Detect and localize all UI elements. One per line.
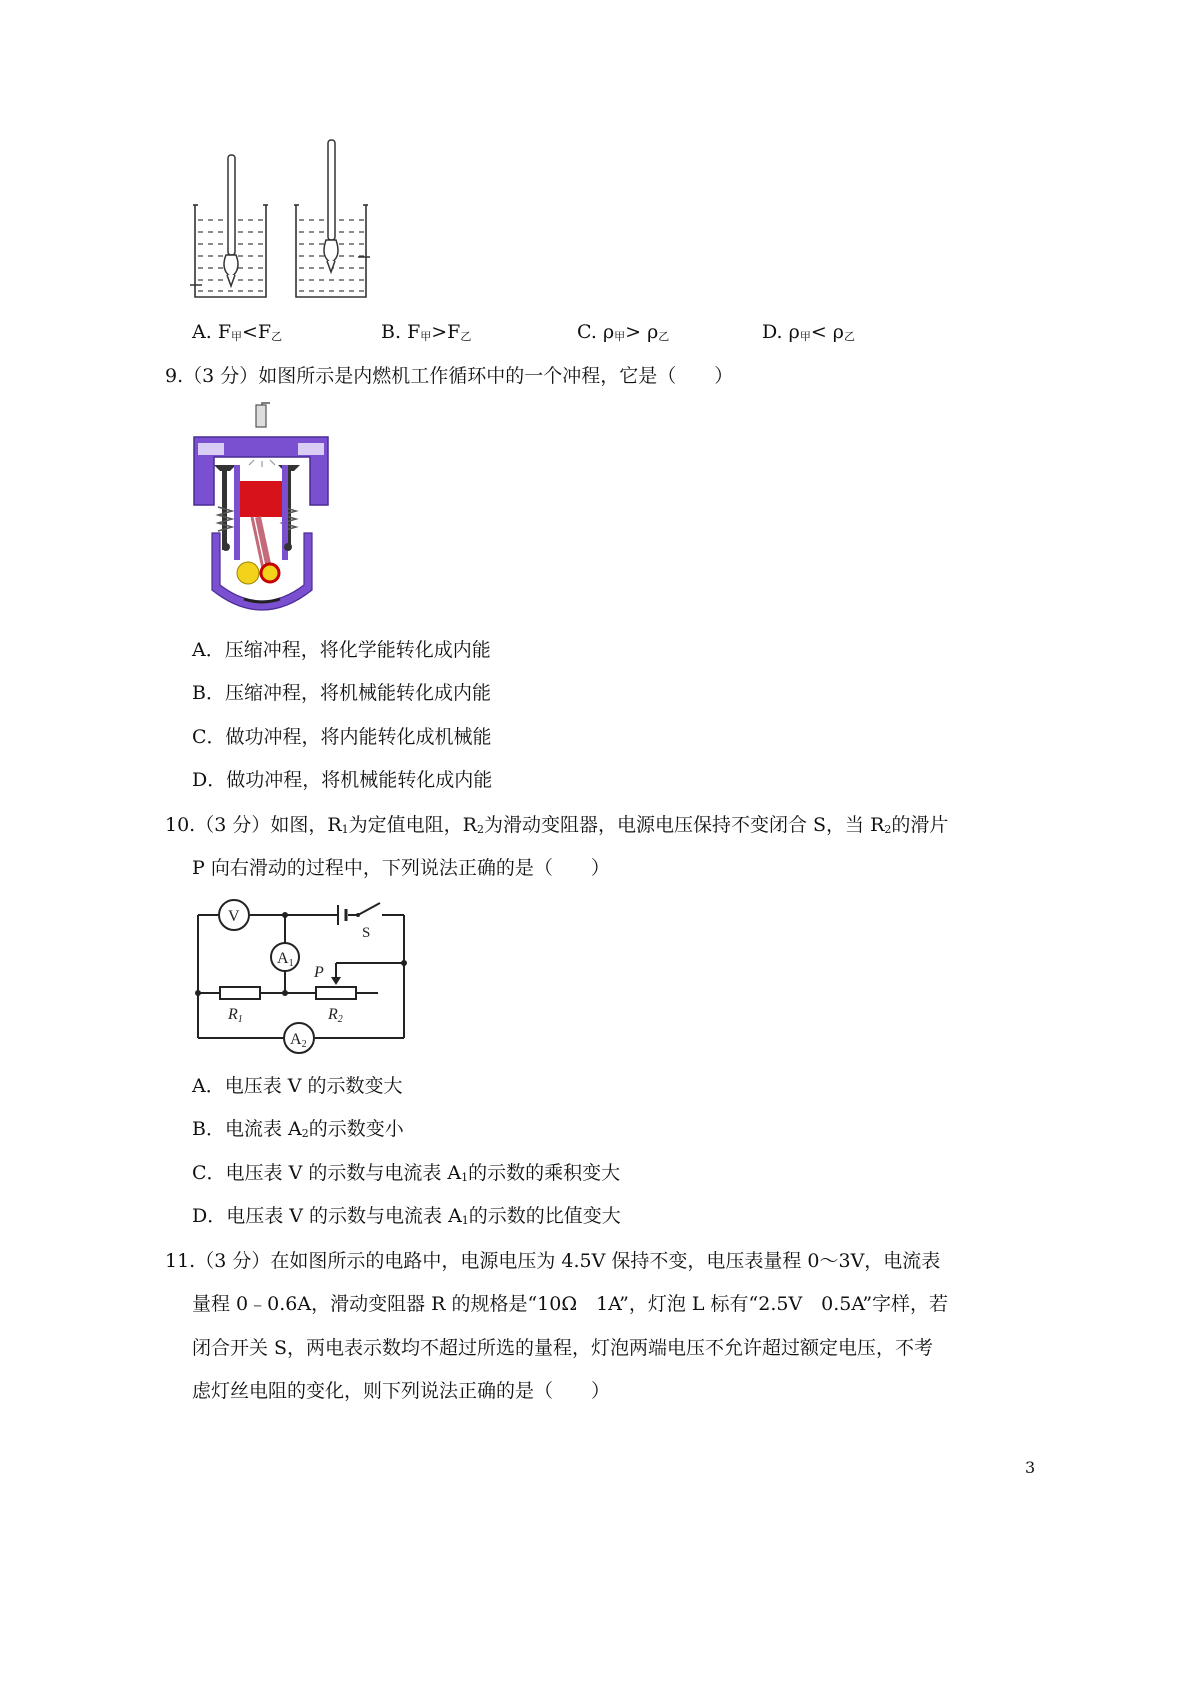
q10-option-c-part1: C．电压表 V 的示数与电流表 A: [192, 1162, 462, 1184]
q8-option-a-letter: A.: [192, 321, 212, 343]
q10-option-d-part1: D．电压表 V 的示数与电流表 A: [192, 1205, 462, 1227]
q10-option-b-part2: 的示数变小: [308, 1118, 404, 1140]
q8-option-b-op: >F: [431, 321, 461, 343]
q10-option-c[interactable]: [192, 1161, 620, 1190]
q8-option-a-op: <F: [242, 321, 272, 343]
circuit-label-s: S: [362, 925, 371, 941]
q10-option-c-sub: 1: [461, 1171, 469, 1184]
q10-option-d-sub: 1: [461, 1214, 469, 1227]
q10-stem-part1: 10.（3 分）如图，R: [165, 814, 342, 836]
q8-option-c-letter: C.: [577, 321, 597, 343]
page-number: 3: [1025, 1458, 1036, 1477]
q10-stem-sub1: 1: [341, 823, 349, 836]
q8-option-c-op: > ρ: [625, 321, 659, 343]
circuit-label-p: P: [314, 964, 324, 981]
q8-option-d[interactable]: [762, 320, 855, 349]
q8-option-a[interactable]: [192, 320, 282, 349]
q8-option-d-sub2: 乙: [843, 330, 855, 343]
circuit-label-a2: A2: [290, 1031, 307, 1050]
q8-option-d-op: < ρ: [810, 321, 844, 343]
q11-stem-line4: 虑灯丝电阻的变化，则下列说法正确的是（ ）: [192, 1380, 611, 1402]
q10-option-b-part1: B．电流表 A: [192, 1118, 302, 1140]
q10-stem-sub2: 2: [476, 823, 484, 836]
q11-stem-line1: 11.（3 分）在如图所示的电路中，电源电压为 4.5V 保持不变，电压表量程 0～3V，电流表: [165, 1250, 941, 1272]
circuit-label-r1: R1: [228, 1006, 243, 1025]
q8-option-b-sub2: 乙: [460, 330, 472, 343]
q10-option-b-sub: 2: [301, 1127, 309, 1140]
q8-option-d-sub1: 甲: [799, 330, 811, 343]
q10-option-a[interactable]: A．电压表 V 的示数变大: [192, 1075, 403, 1097]
q8-option-b-base: F: [407, 321, 421, 343]
q8-option-d-letter: D.: [762, 321, 783, 343]
q8-option-d-base: ρ: [788, 321, 800, 343]
circuit-label-r2: R2: [328, 1006, 343, 1025]
q8-option-c-sub1: 甲: [614, 330, 626, 343]
q10-stem-line2: P 向右滑动的过程中，下列说法正确的是（ ）: [192, 857, 610, 879]
q10-option-d[interactable]: [192, 1204, 621, 1233]
q8-option-a-base: F: [217, 321, 231, 343]
q10-option-d-part2: 的示数的比值变大: [468, 1205, 621, 1227]
q8-option-a-sub1: 甲: [231, 330, 242, 343]
q8-option-b-letter: B.: [381, 321, 402, 343]
q8-option-c[interactable]: [577, 320, 669, 349]
q9-option-c[interactable]: C．做功冲程，将内能转化成机械能: [192, 726, 492, 748]
q9-option-a[interactable]: A．压缩冲程，将化学能转化成内能: [192, 639, 491, 661]
q10-option-b[interactable]: [192, 1117, 404, 1146]
hydrometer-beakers-figure: [190, 140, 390, 310]
engine-stroke-figure: [192, 405, 332, 620]
q11-stem-line2: 量程 0﹣0.6A，滑动变阻器 R 的规格是“10Ω 1A”，灯泡 L 标有“2.5V 0.5A”字样，若: [192, 1293, 949, 1315]
q9-option-b[interactable]: B．压缩冲程，将机械能转化成内能: [192, 682, 491, 704]
q8-option-a-sub2: 乙: [271, 330, 283, 343]
q8-option-c-sub2: 乙: [658, 330, 670, 343]
q10-stem-sub3: 2: [884, 823, 892, 836]
q9-option-d[interactable]: D．做功冲程，将机械能转化成内能: [192, 769, 493, 791]
circuit-label-v: V: [228, 908, 240, 925]
q10-stem-part4: 的滑片: [891, 814, 949, 836]
circuit-label-a1: A1: [277, 950, 294, 969]
q10-stem-part2: 为定值电阻，R: [348, 814, 477, 836]
q11-stem-line3: 闭合开关 S，两电表示数均不超过所选的量程，灯泡两端电压不允许超过额定电压，不考: [192, 1337, 934, 1359]
q10-circuit-diagram: [190, 895, 410, 1055]
q8-option-c-base: ρ: [602, 321, 615, 343]
q8-option-b-sub1: 甲: [420, 330, 432, 343]
q10-stem-line1: [165, 813, 948, 842]
q9-stem: 9.（3 分）如图所示是内燃机工作循环中的一个冲程，它是（ ）: [165, 365, 734, 387]
q10-stem-part3: 为滑动变阻器，电源电压保持不变闭合 S，当 R: [483, 814, 885, 836]
q8-option-b[interactable]: [381, 320, 471, 349]
q10-option-c-part2: 的示数的乘积变大: [468, 1162, 621, 1184]
